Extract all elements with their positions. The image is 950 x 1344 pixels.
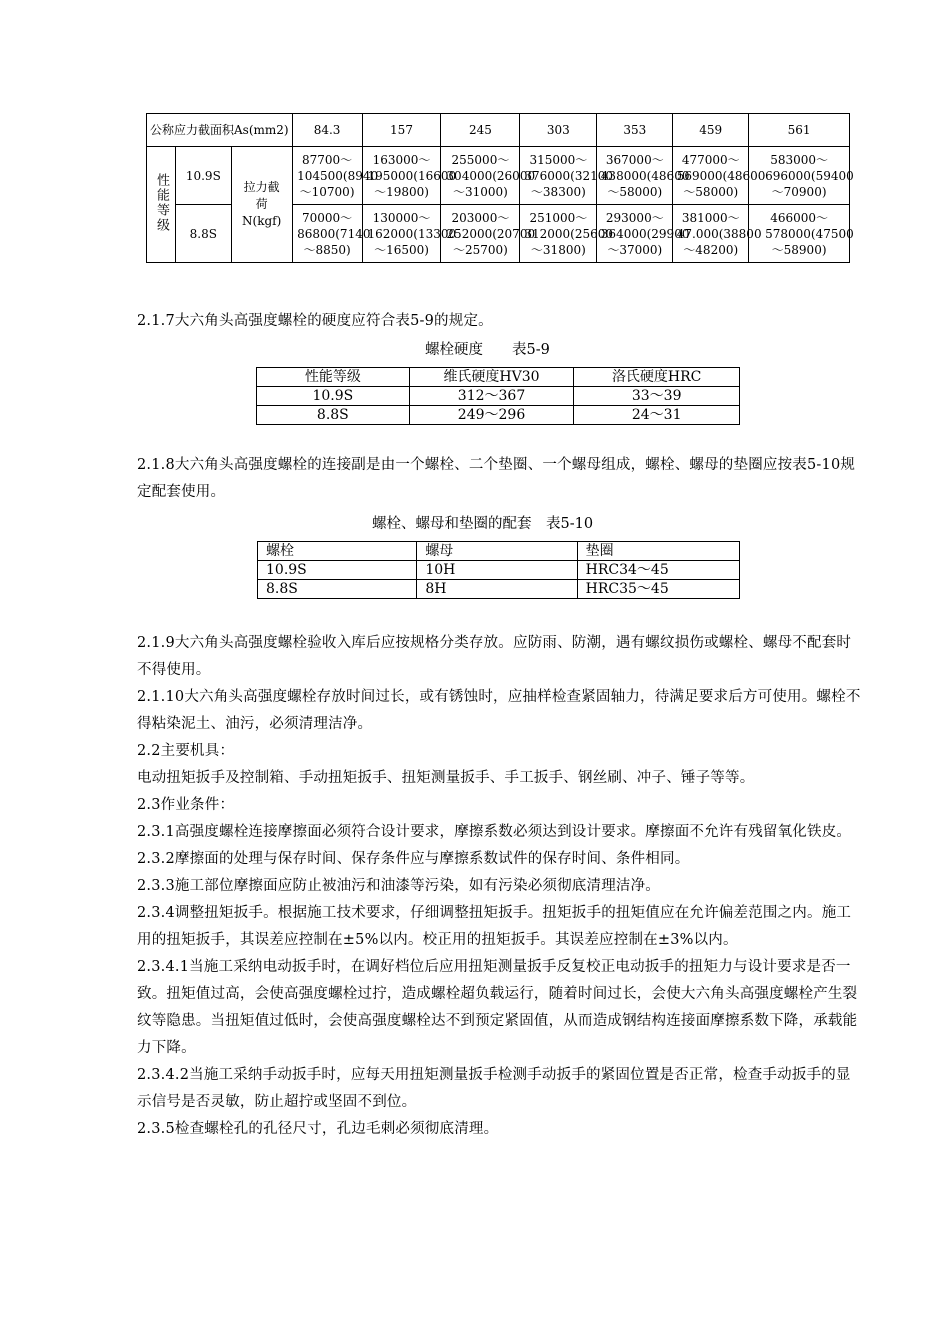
load-cell: 70000～86800(7140～8850) (292, 205, 362, 263)
table-cell: 10.9S (258, 561, 417, 580)
grade-cell: 10.9S (175, 147, 231, 205)
paragraph: 2.2主要机具： (137, 743, 235, 759)
area-cell: 303 (520, 114, 597, 147)
table-row (257, 387, 740, 406)
table-cell: HRC35～45 (577, 580, 739, 599)
area-label-cell: 公称应力截面积As(mm2) (147, 114, 293, 147)
load-cell: 251000～312000(25600～31800) (520, 205, 597, 263)
paragraph: 2.3.4调整扭矩扳手。根据施工技术要求，仔细调整扭矩扳手。扭矩扳手的扭矩值应在允许偏差范围之内。施工用的扭矩扳手，其误差应控制在±5%以内。校正用的扭矩扳手。其误差应控制在±3%以内。 (137, 905, 852, 948)
table-5-9-caption: 螺栓硬度 表5-9 (425, 342, 550, 358)
table-row (258, 580, 740, 599)
paragraph-2-1-7: 2.1.7大六角头高强度螺栓的硬度应符合表5-9的规定。 (137, 313, 493, 329)
area-cell: 353 (597, 114, 673, 147)
table-cell: HRC34～45 (577, 561, 739, 580)
table-header-cell: 螺母 (417, 542, 577, 561)
paragraph: 2.1.10大六角头高强度螺栓存放时间过长，或有锈蚀时，应抽样检查紧固轴力，待满足要求后方可使用。螺栓不得粘染泥土、油污，必须清理洁净。 (137, 689, 861, 732)
load-cell: 255000～304000(26000～31000) (441, 147, 520, 205)
table-cell: 312～367 (409, 387, 574, 406)
load-cell: 583000～696000(59400～70900) (749, 147, 850, 205)
area-cell: 157 (362, 114, 441, 147)
table-header-cell: 洛氏硬度HRC (574, 368, 740, 387)
load-cell: 163000～195000(16600～19800) (362, 147, 441, 205)
paragraph: 电动扭矩扳手及控制箱、手动扭矩扳手、扭矩测量扳手、手工扳手、钢丝刷、冲子、锤子等等。 (137, 770, 755, 786)
table-row (258, 542, 740, 561)
table-row (257, 406, 740, 425)
load-cell: 477000～569000(48600～58000) (673, 147, 749, 205)
table-row (257, 368, 740, 387)
paragraph: 2.3.4.1当施工采纳电动扳手时，在调好档位后应用扭矩测量扳手反复校正电动扳手的扭矩力与设计要求是否一致。扭矩值过高，会使高强度螺栓过拧，造成螺栓超负载运行，随着时间过长，会使大六角头高强度螺栓产生裂纹等隐患。当扭矩值过低时，会使高强度螺栓达不到预定紧固值，从而造成钢结构连接面摩擦系数下降，承载能力下降。 (137, 959, 858, 1056)
paragraph-2-1-8: 2.1.8大六角头高强度螺栓的连接副是由一个螺栓、二个垫圈、一个螺母组成，螺栓、螺母的垫圈应按表5-10规定配套使用。 (137, 457, 856, 500)
area-cell: 84.3 (292, 114, 362, 147)
grade-cell: 8.8S (175, 205, 231, 263)
load-cell: 87700～104500(8940～10700) (292, 147, 362, 205)
tensile-load-table (146, 113, 854, 263)
area-cell: 459 (673, 114, 749, 147)
grade-label-cell: 性能等级 (147, 147, 176, 263)
table-cell: 10H (417, 561, 577, 580)
matching-table (257, 541, 740, 599)
load-cell: 381000～47.000(38800～48200) (673, 205, 749, 263)
table-header-cell: 性能等级 (257, 368, 410, 387)
table-row (258, 561, 740, 580)
table-cell: 10.9S (257, 387, 410, 406)
table-cell: 8.8S (257, 406, 410, 425)
table-row (147, 147, 850, 205)
load-cell: 293000～364000(29900～37000) (597, 205, 673, 263)
paragraph: 2.3.5检查螺栓孔的孔径尺寸，孔边毛刺必须彻底清理。 (137, 1121, 499, 1137)
load-cell: 130000～162000(13300～16500) (362, 205, 441, 263)
paragraph: 2.3.1高强度螺栓连接摩擦面必须符合设计要求，摩擦系数必须达到设计要求。摩擦面不允许有残留氧化铁皮。 (137, 824, 852, 840)
table-row (147, 114, 850, 147)
table-cell: 8.8S (258, 580, 417, 599)
table-header-cell: 螺栓 (258, 542, 417, 561)
load-label-cell: 拉力截荷N(kgf) (231, 147, 292, 263)
table-cell: 33～39 (574, 387, 740, 406)
hardness-table (256, 367, 740, 425)
area-cell: 245 (441, 114, 520, 147)
paragraph: 2.3.3施工部位摩擦面应防止被油污和油漆等污染，如有污染必须彻底清理洁净。 (137, 878, 660, 894)
table-header-cell: 垫圈 (577, 542, 739, 561)
table-cell: 8H (417, 580, 577, 599)
paragraph: 2.3作业条件： (137, 797, 235, 813)
paragraph: 2.1.9大六角头高强度螺栓验收入库后应按规格分类存放。应防雨、防潮，遇有螺纹损伤或螺栓、螺母不配套时不得使用。 (137, 635, 852, 678)
load-cell: 367000～438000(48600～58000) (597, 147, 673, 205)
body-text (137, 630, 863, 1143)
load-cell: 315000～376000(32100～38300) (520, 147, 597, 205)
paragraph: 2.3.4.2当施工采纳手动扳手时，应每天用扭矩测量扳手检测手动扳手的紧固位置是否正常，检查手动扳手的显示信号是否灵敏，防止超拧或坚固不到位。 (137, 1067, 851, 1110)
load-cell: 466000～578000(47500～58900) (749, 205, 850, 263)
table-cell: 249～296 (409, 406, 574, 425)
table-header-cell: 维氏硬度HV30 (409, 368, 574, 387)
load-cell: 203000～252000(20700～25700) (441, 205, 520, 263)
area-cell: 561 (749, 114, 850, 147)
paragraph: 2.3.2摩擦面的处理与保存时间、保存条件应与摩擦系数试件的保存时间、条件相同。 (137, 851, 690, 867)
table-cell: 24～31 (574, 406, 740, 425)
table-5-10-caption: 螺栓、螺母和垫圈的配套 表5-10 (372, 516, 594, 532)
